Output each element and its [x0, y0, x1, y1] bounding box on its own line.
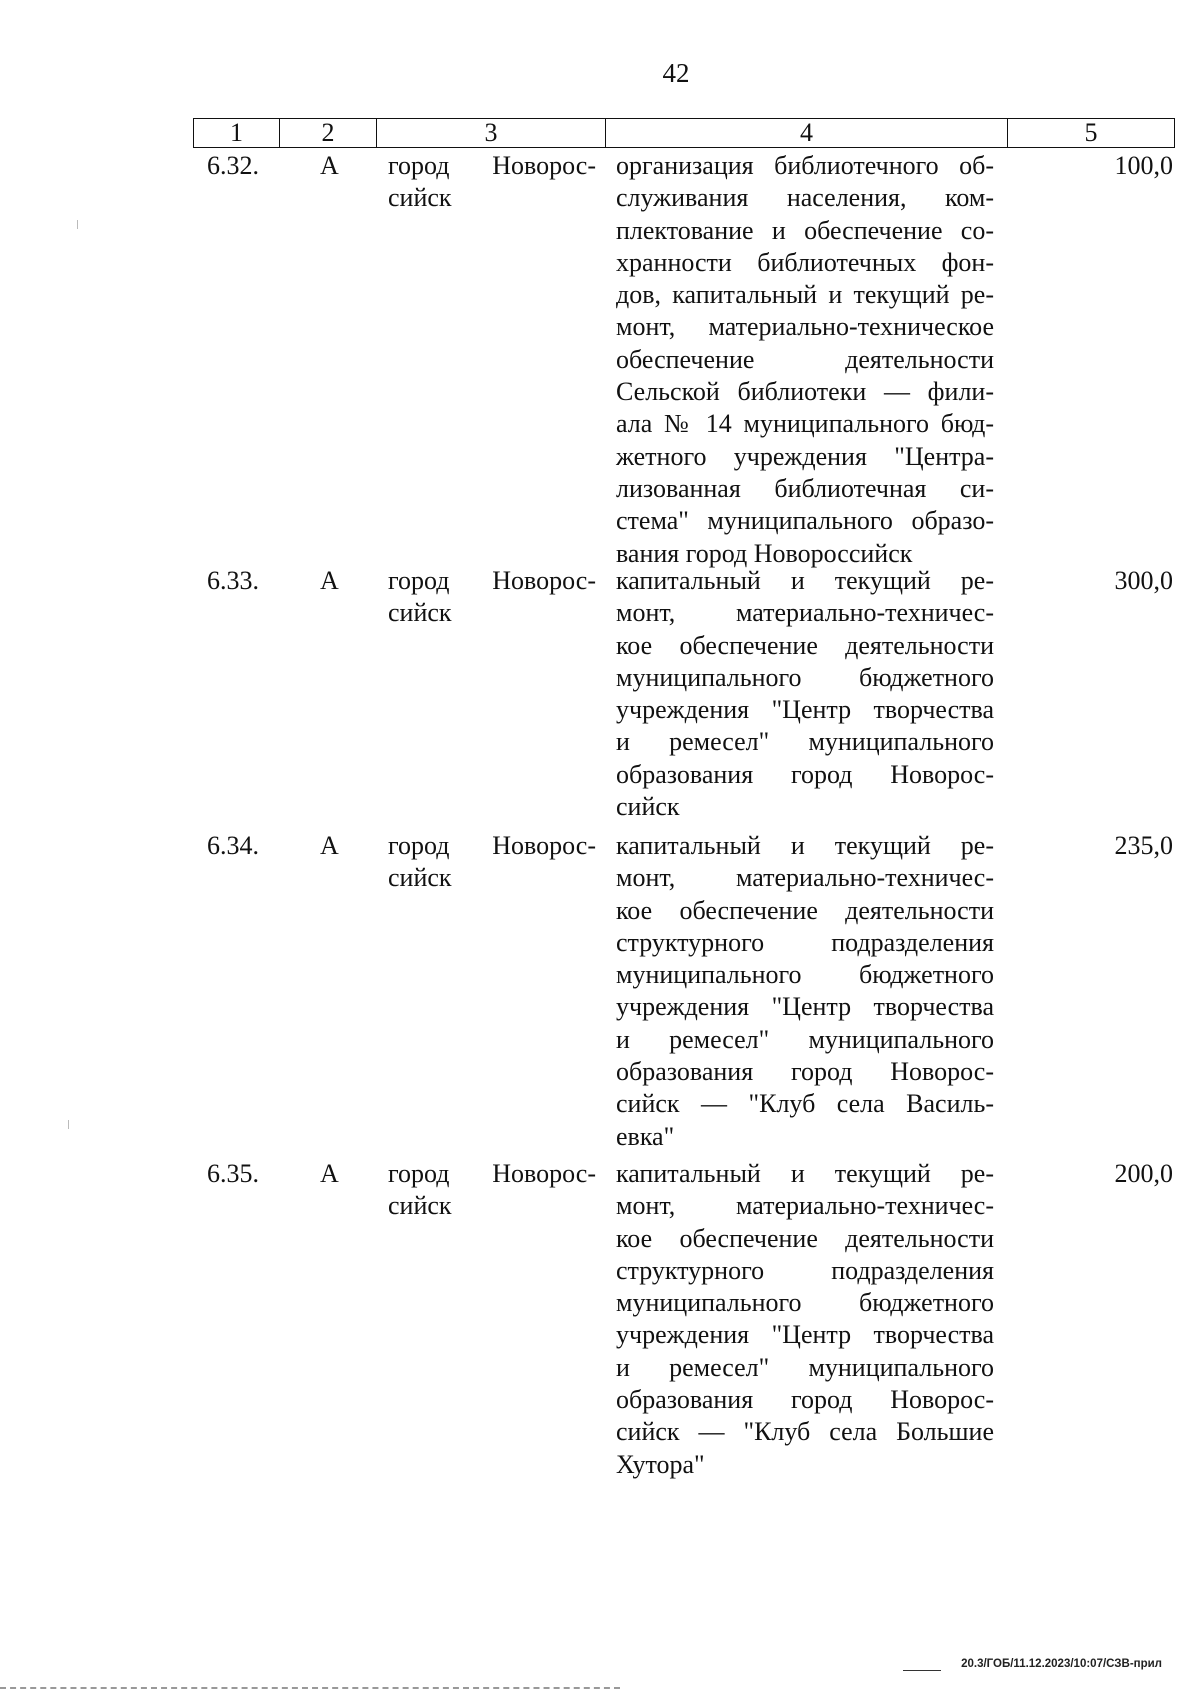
description-line: монт, материально-техничес- — [616, 863, 994, 893]
row-city — [388, 830, 596, 895]
row-number: 6.34. — [207, 831, 259, 860]
city-line: сийск — [388, 598, 452, 628]
description-line: капитальный и текущий ре- — [616, 566, 994, 595]
description-line: сийск — [616, 792, 680, 822]
city-line: город Новорос- — [388, 1159, 596, 1188]
description-line: служивания населения, ком- — [616, 183, 994, 213]
row-description — [616, 830, 994, 1153]
row-letter: А — [320, 566, 339, 595]
column-header-2: 2 — [280, 119, 377, 148]
row-amount: 200,0 — [1114, 1159, 1173, 1188]
description-line: образования город Новорос- — [616, 1057, 994, 1087]
description-line: и ремесел" муниципального — [616, 1352, 994, 1382]
description-line: плектование и обеспечение со- — [616, 215, 994, 245]
row-letter: А — [320, 1159, 339, 1188]
description-line: учреждения "Центр творчества — [616, 1320, 994, 1350]
description-line: учреждения "Центр творчества — [616, 695, 994, 725]
description-line: жетного учреждения "Центра- — [616, 441, 994, 471]
description-line: кое обеспечение деятельности — [616, 895, 994, 925]
city-line: сийск — [388, 183, 452, 213]
description-line: кое обеспечение деятельности — [616, 630, 994, 660]
row-letter: А — [320, 151, 339, 180]
city-line: сийск — [388, 863, 452, 893]
description-line: образования город Новорос- — [616, 759, 994, 789]
footer-rule — [903, 1670, 941, 1671]
description-line: структурного подразделения — [616, 927, 994, 957]
description-line: кое обеспечение деятельности — [616, 1223, 994, 1253]
row-city — [388, 565, 596, 630]
column-header-5: 5 — [1008, 119, 1175, 148]
description-line: стема" муниципального образо- — [616, 506, 994, 536]
row-number: 6.32. — [207, 151, 259, 180]
description-line: монт, материально-техническое — [616, 312, 994, 342]
scan-edge-line — [0, 1687, 620, 1689]
description-line: Хутора" — [616, 1449, 705, 1479]
description-line: хранности библиотечных фон- — [616, 247, 994, 277]
description-line: капитальный и текущий ре- — [616, 1159, 994, 1188]
description-line: образования город Новорос- — [616, 1385, 994, 1415]
description-line: капитальный и текущий ре- — [616, 831, 994, 860]
row-city — [388, 150, 596, 215]
row-city — [388, 1158, 596, 1223]
row-amount: 100,0 — [1114, 151, 1173, 180]
description-line: дов, капитальный и текущий ре- — [616, 280, 994, 310]
description-line: и ремесел" муниципального — [616, 1024, 994, 1054]
city-line: сийск — [388, 1191, 452, 1221]
row-description — [616, 1158, 994, 1481]
column-header-3: 3 — [377, 119, 606, 148]
city-line: город Новорос- — [388, 566, 596, 595]
description-line: организация библиотечного об- — [616, 151, 994, 180]
description-line: монт, материально-техничес- — [616, 598, 994, 628]
row-number: 6.33. — [207, 566, 259, 595]
table-header — [193, 118, 1175, 148]
margin-mark — [77, 220, 78, 229]
description-line: муниципального бюджетного — [616, 1288, 994, 1318]
column-header-1: 1 — [194, 119, 280, 148]
description-line: муниципального бюджетного — [616, 960, 994, 990]
city-line: город Новорос- — [388, 831, 596, 860]
page-number: 42 — [662, 58, 690, 88]
description-line: и ремесел" муниципального — [616, 727, 994, 757]
description-line: евка" — [616, 1121, 675, 1151]
row-description — [616, 150, 994, 570]
city-line: город Новорос- — [388, 151, 596, 180]
footer-code: 20.3/ГОБ/11.12.2023/10:07/СЗВ-прил — [961, 1658, 1162, 1670]
description-line: лизованная библиотечная си- — [616, 473, 994, 503]
description-line: ала № 14 муниципального бюд- — [616, 409, 994, 439]
row-amount: 235,0 — [1114, 831, 1173, 860]
description-line: учреждения "Центр творчества — [616, 992, 994, 1022]
description-line: вания город Новороссийск — [616, 538, 913, 568]
description-line: муниципального бюджетного — [616, 662, 994, 692]
row-number: 6.35. — [207, 1159, 259, 1188]
description-line: сийск — "Клуб села Василь- — [616, 1089, 994, 1119]
description-line: структурного подразделения — [616, 1255, 994, 1285]
row-amount: 300,0 — [1114, 566, 1173, 595]
description-line: монт, материально-техничес- — [616, 1191, 994, 1221]
description-line: сийск — "Клуб села Большие — [616, 1417, 994, 1447]
column-header-4: 4 — [606, 119, 1008, 148]
row-description — [616, 565, 994, 823]
description-line: обеспечение деятельности — [616, 344, 994, 374]
row-letter: А — [320, 831, 339, 860]
margin-mark — [68, 1120, 69, 1129]
description-line: Сельской библиотеки — фили- — [616, 377, 994, 407]
